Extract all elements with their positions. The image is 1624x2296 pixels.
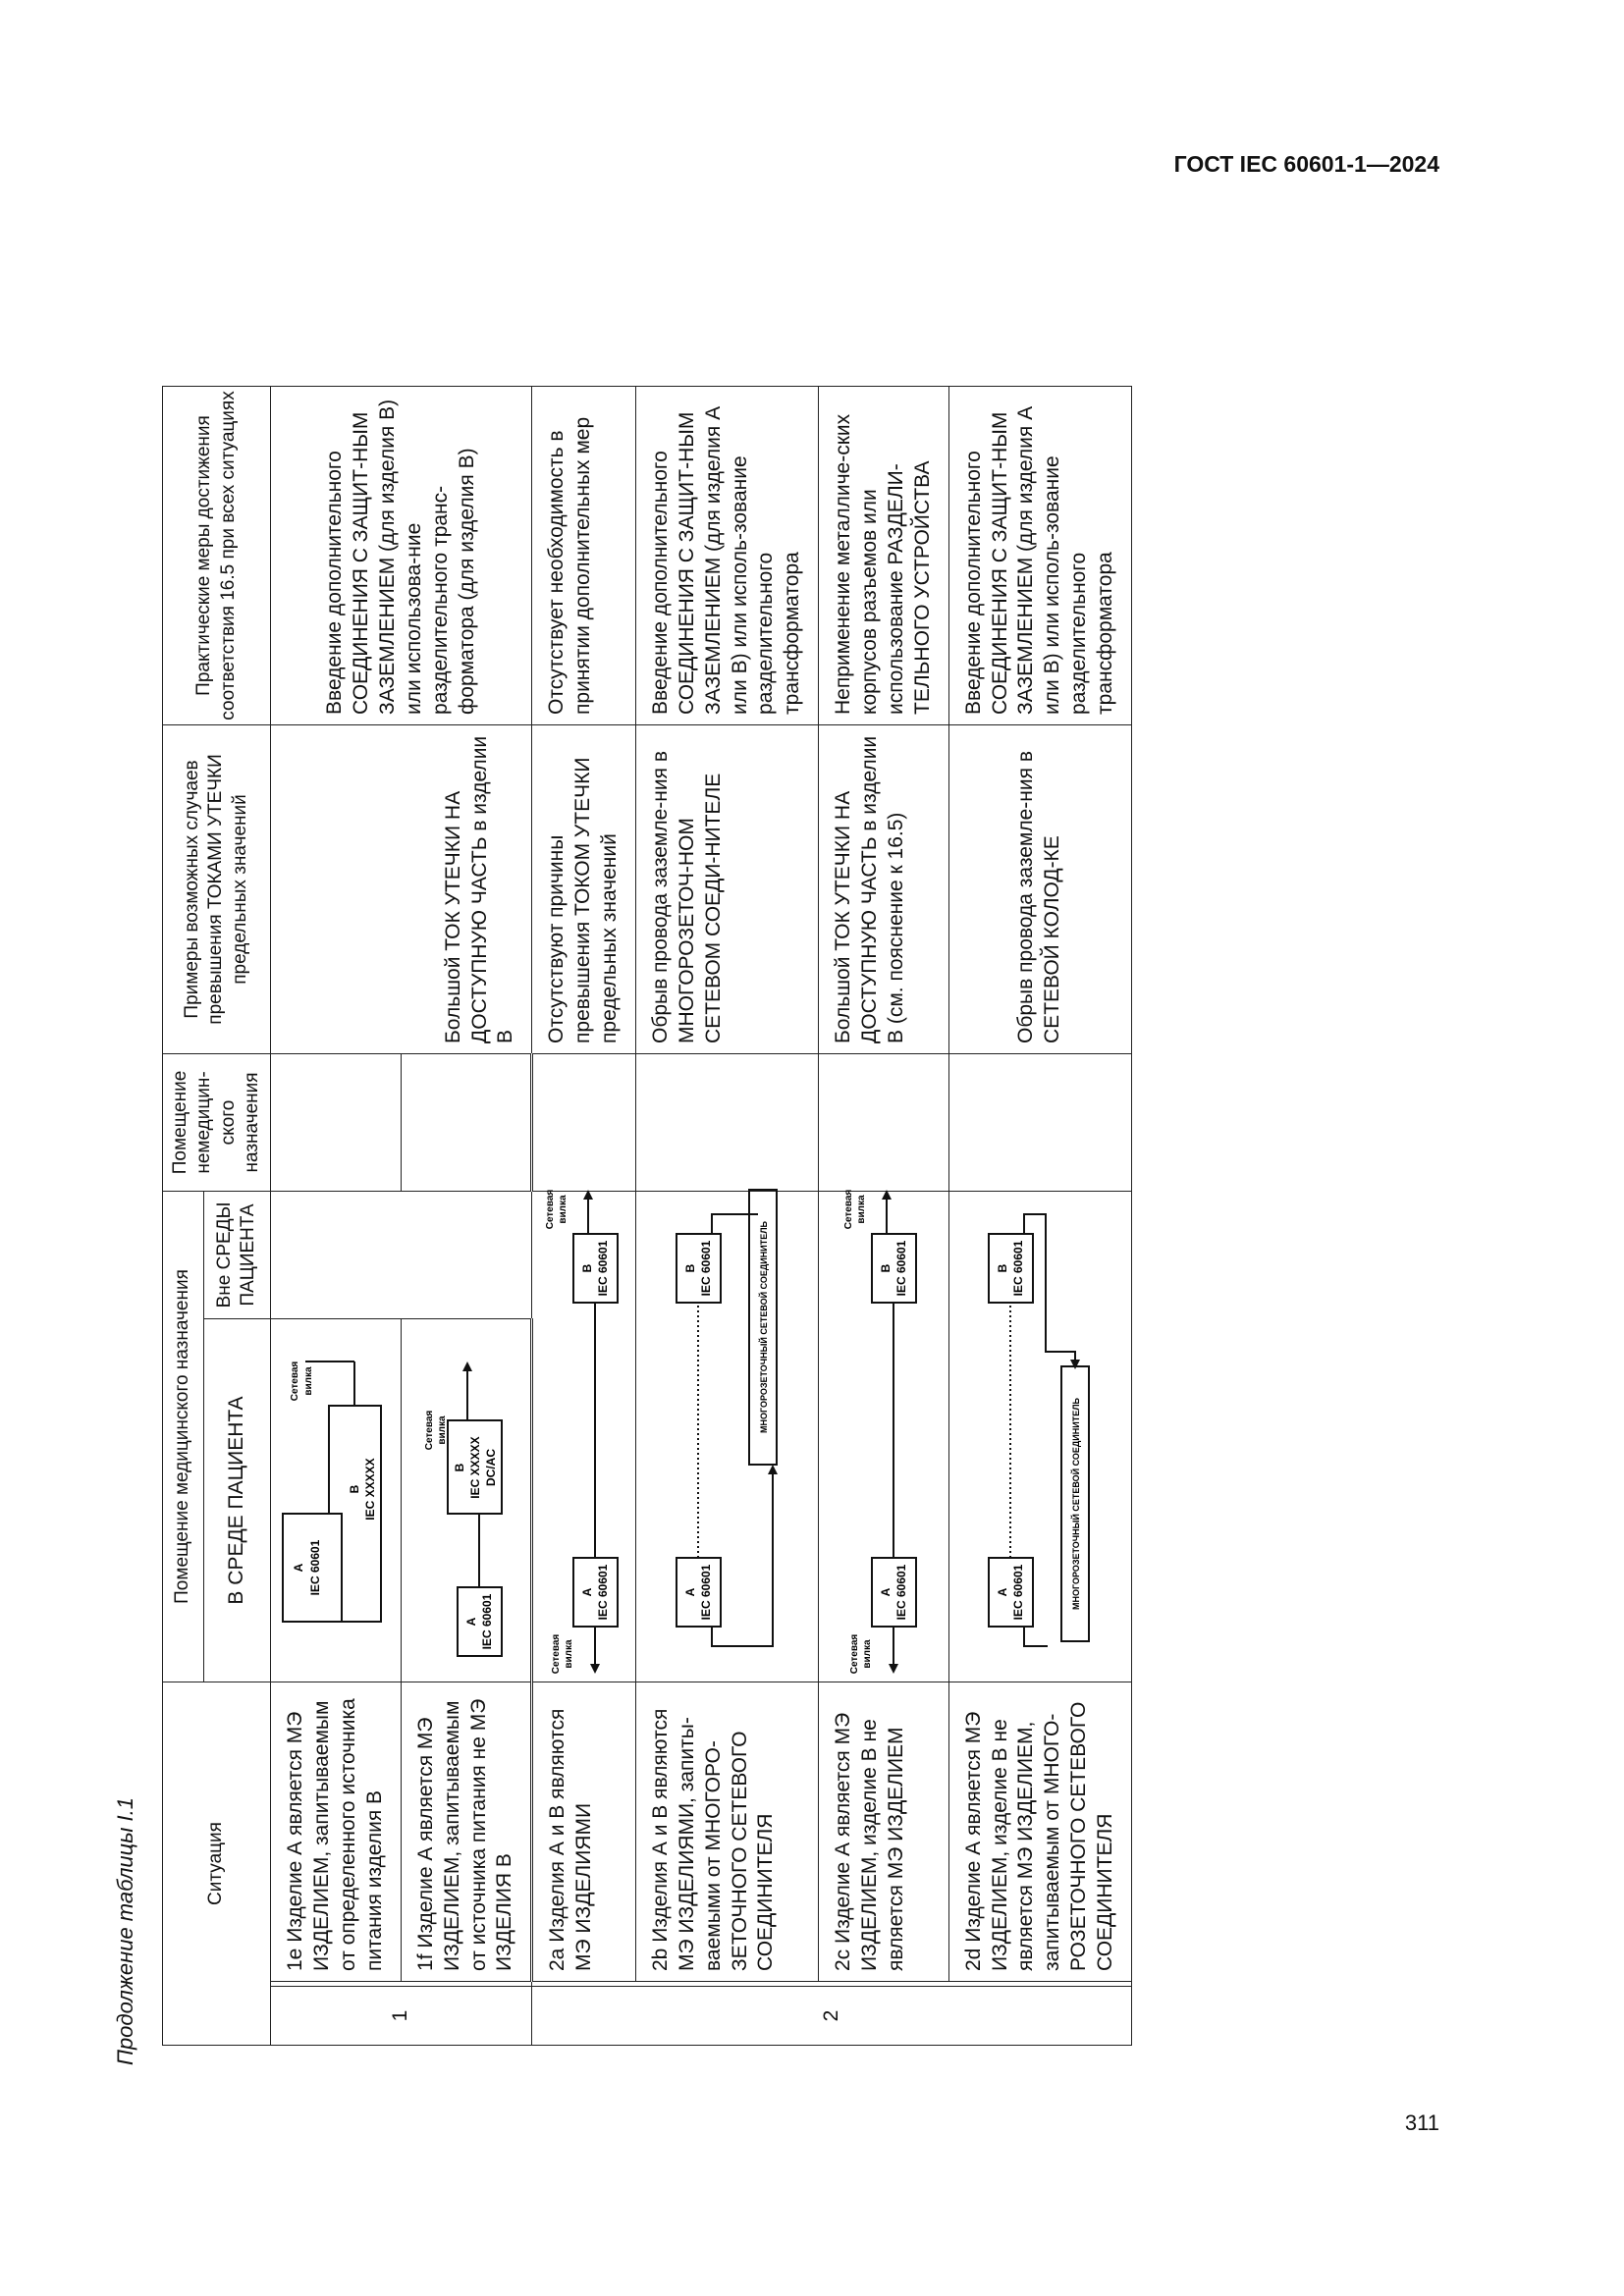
row-2c-example: Большой ТОК УТЕЧКИ НА ДОСТУПНУЮ ЧАСТЬ в изделии В (см. пояснение к 16.5) [819, 724, 949, 1053]
row-2c-diagram [819, 1191, 949, 1682]
diag-2a-b: B [579, 1263, 594, 1273]
header-situation: Ситуация [163, 1682, 271, 2046]
diag-2a-plug-right-bottom: вилка [557, 1195, 568, 1224]
row-2c-measure: Неприменение металличе-ских корпусов разъемов или использование РАЗДЕЛИ-ТЕЛЬНОГО УСТРОЙСТВА [819, 386, 949, 724]
row-1e-situation: 1e Изделие А является МЭ ИЗДЕЛИЕМ, запитываемым от определенного источника питания изделия В [271, 1682, 402, 1982]
diag-1f-dcac: DC/AC [483, 1449, 498, 1486]
row-2b-situation: 2b Изделия А и В являются МЭ ИЗДЕЛИЯМИ, запиты-ваемыми от МНОГОРО-ЗЕТОЧНОГО СЕТЕВОГО СОЕДИНИТЕЛЯ [635, 1682, 818, 1982]
diag-2b-a: A [682, 1587, 697, 1597]
diag-2b-multi: МНОГОРОЗЕТОЧНЫЙ СЕТЕВОЙ СОЕДИНИТЕЛЬ [758, 1220, 769, 1434]
row-2a-measure: Отсутствует необходимость в принятии дополнительных мер [532, 386, 636, 724]
diag-1e-a: A [292, 1563, 306, 1573]
situations-table [162, 386, 1132, 2046]
header-in-patient-env: В СРЕДЕ ПАЦИЕНТА [203, 1319, 271, 1682]
diag-2a-a-iec: IEC 60601 [595, 1564, 610, 1621]
diag-2c-b: B [879, 1263, 893, 1273]
diag-1e-plug-bottom: вилка [303, 1366, 315, 1396]
diag-1f-b-iec: IEC XXXXX [467, 1436, 482, 1499]
diag-2c-plug-right-top: Сетевая [843, 1189, 855, 1230]
row-1f-non-medical [401, 1053, 532, 1191]
row-2c-situation: 2c Изделие А является МЭ ИЗДЕЛИЕМ, изделие В не является МЭ ИЗДЕЛИЕМ [819, 1682, 949, 1982]
row-2b-measure: Введение дополнительного СОЕДИНЕНИЯ С ЗАЩИТ-НЫМ ЗАЗЕМЛЕНИЕМ (для изделия А или В) или исполь-зование разделительного трансформатора [635, 386, 818, 724]
diag-2c-plug-left-bottom: вилка [862, 1639, 874, 1669]
diag-1f-a: A [463, 1617, 478, 1627]
row-2a-situation: 2a Изделия А и В являются МЭ ИЗДЕЛИЯМИ [532, 1682, 636, 1982]
row-1e-diagram [271, 1319, 402, 1682]
diag-1e-b: B [348, 1484, 362, 1494]
diagram-1f [418, 1332, 507, 1676]
diag-2a-b-iec: IEC 60601 [595, 1240, 610, 1297]
header-examples: Примеры возможных случаев превышения ТОКАМИ УТЕЧКИ предельных значений [163, 724, 271, 1053]
header-medical-room: Помещение медицинского назначения [163, 1191, 204, 1682]
diag-2d-multi: МНОГОРОЗЕТОЧНЫЙ СЕТЕВОЙ СОЕДИНИТЕЛЬ [1071, 1397, 1082, 1611]
page-number: 311 [1404, 2110, 1439, 2135]
diag-2a-plug-left-top: Сетевая [550, 1633, 562, 1675]
row-1f-situation: 1f Изделие А является МЭ ИЗДЕЛИЕМ, запитываемым от источника питания не МЭ ИЗДЕЛИЯ В [401, 1682, 532, 1982]
row-2d-situation: 2d Изделие А является МЭ ИЗДЕЛИЕМ, изделие В не является МЭ ИЗДЕЛИЕМ, запитываемым от МНОГО-РОЗЕТОЧНОГО СЕТЕВОГО СОЕДИНИТЕЛЯ [948, 1682, 1131, 1982]
diag-2b-a-iec: IEC 60601 [698, 1564, 713, 1621]
table-continuation-caption: Продолжение таблицы I.1 [113, 1797, 137, 2065]
diag-2c-plug-right-bottom: вилка [856, 1195, 868, 1224]
diag-1e-plug-top: Сетевая [290, 1361, 301, 1402]
diag-2d-a: A [996, 1587, 1010, 1597]
diag-2a-plug-right-top: Сетевая [544, 1189, 556, 1230]
row-1e-non-medical [271, 1053, 402, 1191]
group-1-spacer [271, 1982, 532, 1987]
diag-2c-a: A [879, 1587, 893, 1597]
diag-1f-a-iec: IEC 60601 [479, 1593, 494, 1650]
row-2b-diagram [635, 1191, 818, 1682]
diagram-2c [838, 1185, 921, 1676]
group-2-label: 2 [532, 1987, 1132, 2046]
diagram-2d [977, 1185, 1095, 1676]
diag-2c-a-iec: IEC 60601 [894, 1564, 909, 1621]
diag-1e-a-iec: IEC 60601 [308, 1539, 323, 1596]
diag-2c-plug-left-top: Сетевая [849, 1633, 861, 1675]
row-2d-diagram [948, 1191, 1131, 1682]
row-2d-non-medical [948, 1053, 1131, 1191]
diag-2d-b: B [996, 1263, 1010, 1273]
diagram-1e [278, 1332, 386, 1676]
diag-1f-b: B [452, 1463, 466, 1472]
row-1-example: Большой ТОК УТЕЧКИ НА ДОСТУПНУЮ ЧАСТЬ в изделии В [271, 724, 532, 1053]
diag-1e-b-iec: IEC XXXXX [363, 1458, 378, 1521]
diagram-2b [665, 1185, 783, 1676]
row-1-measure: Введение дополнительного СОЕДИНЕНИЯ С ЗАЩИТ-НЫМ ЗАЗЕМЛЕНИЕМ (для изделия В) или использова-ние разделительного транс-форматора (для изделия В) [271, 386, 532, 724]
standard-designation: ГОСТ IEC 60601-1—2024 [1173, 151, 1439, 177]
group-2-spacer [532, 1982, 1132, 1987]
row-2d-measure: Введение дополнительного СОЕДИНЕНИЯ С ЗАЩИТ-НЫМ ЗАЗЕМЛЕНИЕМ (для изделия А или В) или исполь-зование разделительного трансформатора [948, 386, 1131, 724]
diag-2c-b-iec: IEC 60601 [894, 1240, 909, 1297]
row-2a-non-medical [532, 1053, 636, 1191]
diag-1f-plug-top: Сетевая [423, 1410, 435, 1451]
group-1-label: 1 [271, 1987, 532, 2046]
diag-1f-plug-bottom: вилка [436, 1415, 448, 1445]
diag-2b-b-iec: IEC 60601 [698, 1240, 713, 1297]
header-measures: Практические меры достижения соответствия 16.5 при всех ситуациях [163, 386, 271, 724]
row-2a-example: Отсутствуют причины превышения ТОКОМ УТЕЧКИ предельных значений [532, 724, 636, 1053]
row-1-out-patient [271, 1191, 532, 1318]
diagram-2a [539, 1185, 623, 1676]
row-2d-example: Обрыв провода заземле-ния в СЕТЕВОЙ КОЛОД-КЕ [948, 724, 1131, 1053]
diag-2b-b: B [682, 1263, 697, 1273]
row-2b-example: Обрыв провода заземле-ния в МНОГОРОЗЕТОЧ-НОМ СЕТЕВОМ СОЕДИ-НИТЕЛЕ [635, 724, 818, 1053]
diag-2d-a-iec: IEC 60601 [1011, 1564, 1026, 1621]
row-1f-diagram [401, 1319, 532, 1682]
row-2b-non-medical [635, 1053, 818, 1191]
header-non-medical-room: Помещение немедицин-ского назначения [163, 1053, 271, 1191]
diag-2a-a: A [579, 1587, 594, 1597]
row-2c-non-medical [819, 1053, 949, 1191]
row-2a-diagram [532, 1191, 636, 1682]
diag-2a-plug-left-bottom: вилка [563, 1639, 574, 1669]
header-out-patient-env: Вне СРЕДЫ ПАЦИЕНТА [203, 1191, 271, 1318]
diag-2d-b-iec: IEC 60601 [1011, 1240, 1026, 1297]
